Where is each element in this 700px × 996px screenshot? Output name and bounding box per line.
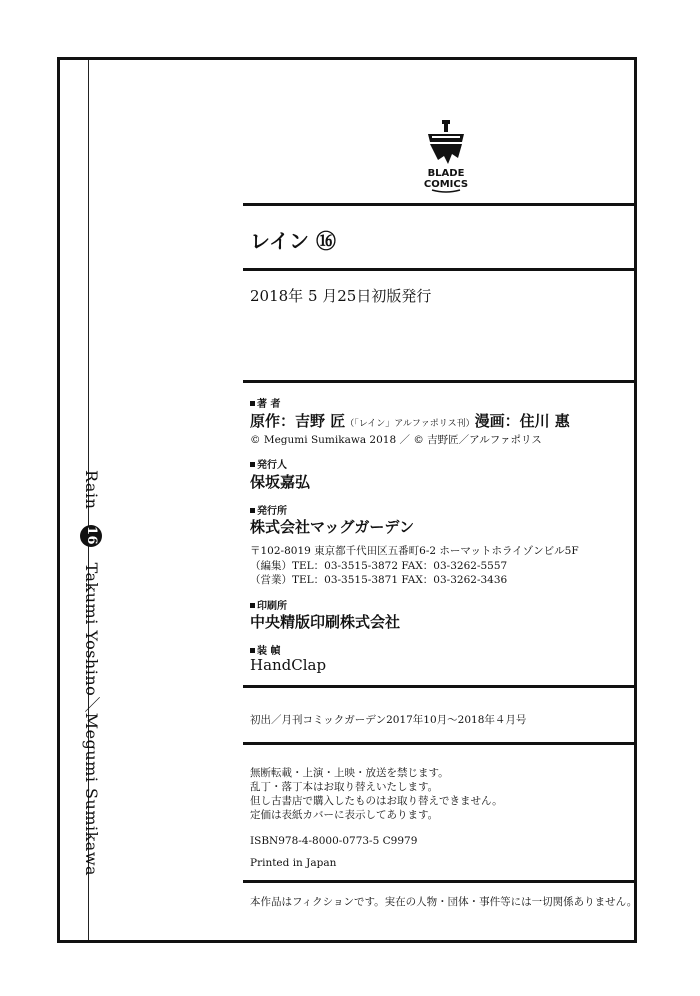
design-name: HandClap [250,656,327,674]
printer-label: 印刷所 [250,597,287,612]
blade-comics-logo [418,118,474,194]
publisher-label: 発行所 [250,502,287,517]
fiction-notice: 本作品はフィクションです。実在の人物・団体・事件等には一切関係ありません。 [250,896,638,908]
notice-line: 定価は表紙カバーに表示してあります。 [250,809,439,821]
spine-authors: Takumi Yoshino／Megumi Sumikawa [82,562,101,877]
logo-line1: BLADE [427,168,465,179]
rule-top [243,203,637,206]
publisher-name: 株式会社マッグガーデン [250,518,415,536]
isbn: ISBN978-4-8000-0773-5 C9979 [250,835,418,847]
spine-volume-badge: 16 [80,525,102,547]
publisher-person-name: 保坂嘉弘 [250,473,311,491]
rule-under-title [243,268,637,271]
original-credit: 原作：吉野 匠 [250,412,346,430]
logo-line2: COMICS [423,179,469,190]
publish-date: 2018年 5 月25日初版発行 [250,287,432,305]
copyright-line: © Megumi Sumikawa 2018 ／ © 吉野匠／アルファポリス [250,434,542,446]
rule-first-appearance [243,685,637,688]
manga-credit: 漫画：住川 惠 [474,412,570,430]
book-title: レイン ⑯ [250,229,336,253]
spine-text [80,470,103,876]
publisher-sales-contact: （営業）TEL：03-3515-3871 FAX：03-3262-3436 [250,574,508,586]
publisher-person-label: 発行人 [250,456,287,471]
spine-title: Rain [82,470,101,510]
publisher-edit-contact: （編集）TEL：03-3515-3872 FAX：03-3262-5557 [250,560,508,572]
printer-name: 中央精版印刷株式会社 [250,613,401,631]
notice-line: 乱丁・落丁本はお取り替えいたします。 [250,781,439,793]
rule-bottom [243,880,637,883]
printed-in: Printed in Japan [250,857,337,869]
design-label: 装 幀 [250,642,280,657]
rule-notices [243,742,637,745]
first-appearance: 初出／月刊コミックガーデン2017年10月〜2018年４月号 [250,714,527,726]
notice-line: 但し古書店で購入したものはお取り替えできません。 [250,795,503,807]
rule-credits [243,380,637,383]
publisher-address: 〒102-8019 東京都千代田区五番町6-2 ホーマットホライゾンビル5F [250,545,579,557]
notice-line: 無断転載・上演・上映・放送を禁じます。 [250,767,449,779]
credit-note: （「レイン」アルファポリス刊） [345,419,475,429]
author-label: 著 者 [250,395,280,410]
author-credit-line [250,410,570,431]
